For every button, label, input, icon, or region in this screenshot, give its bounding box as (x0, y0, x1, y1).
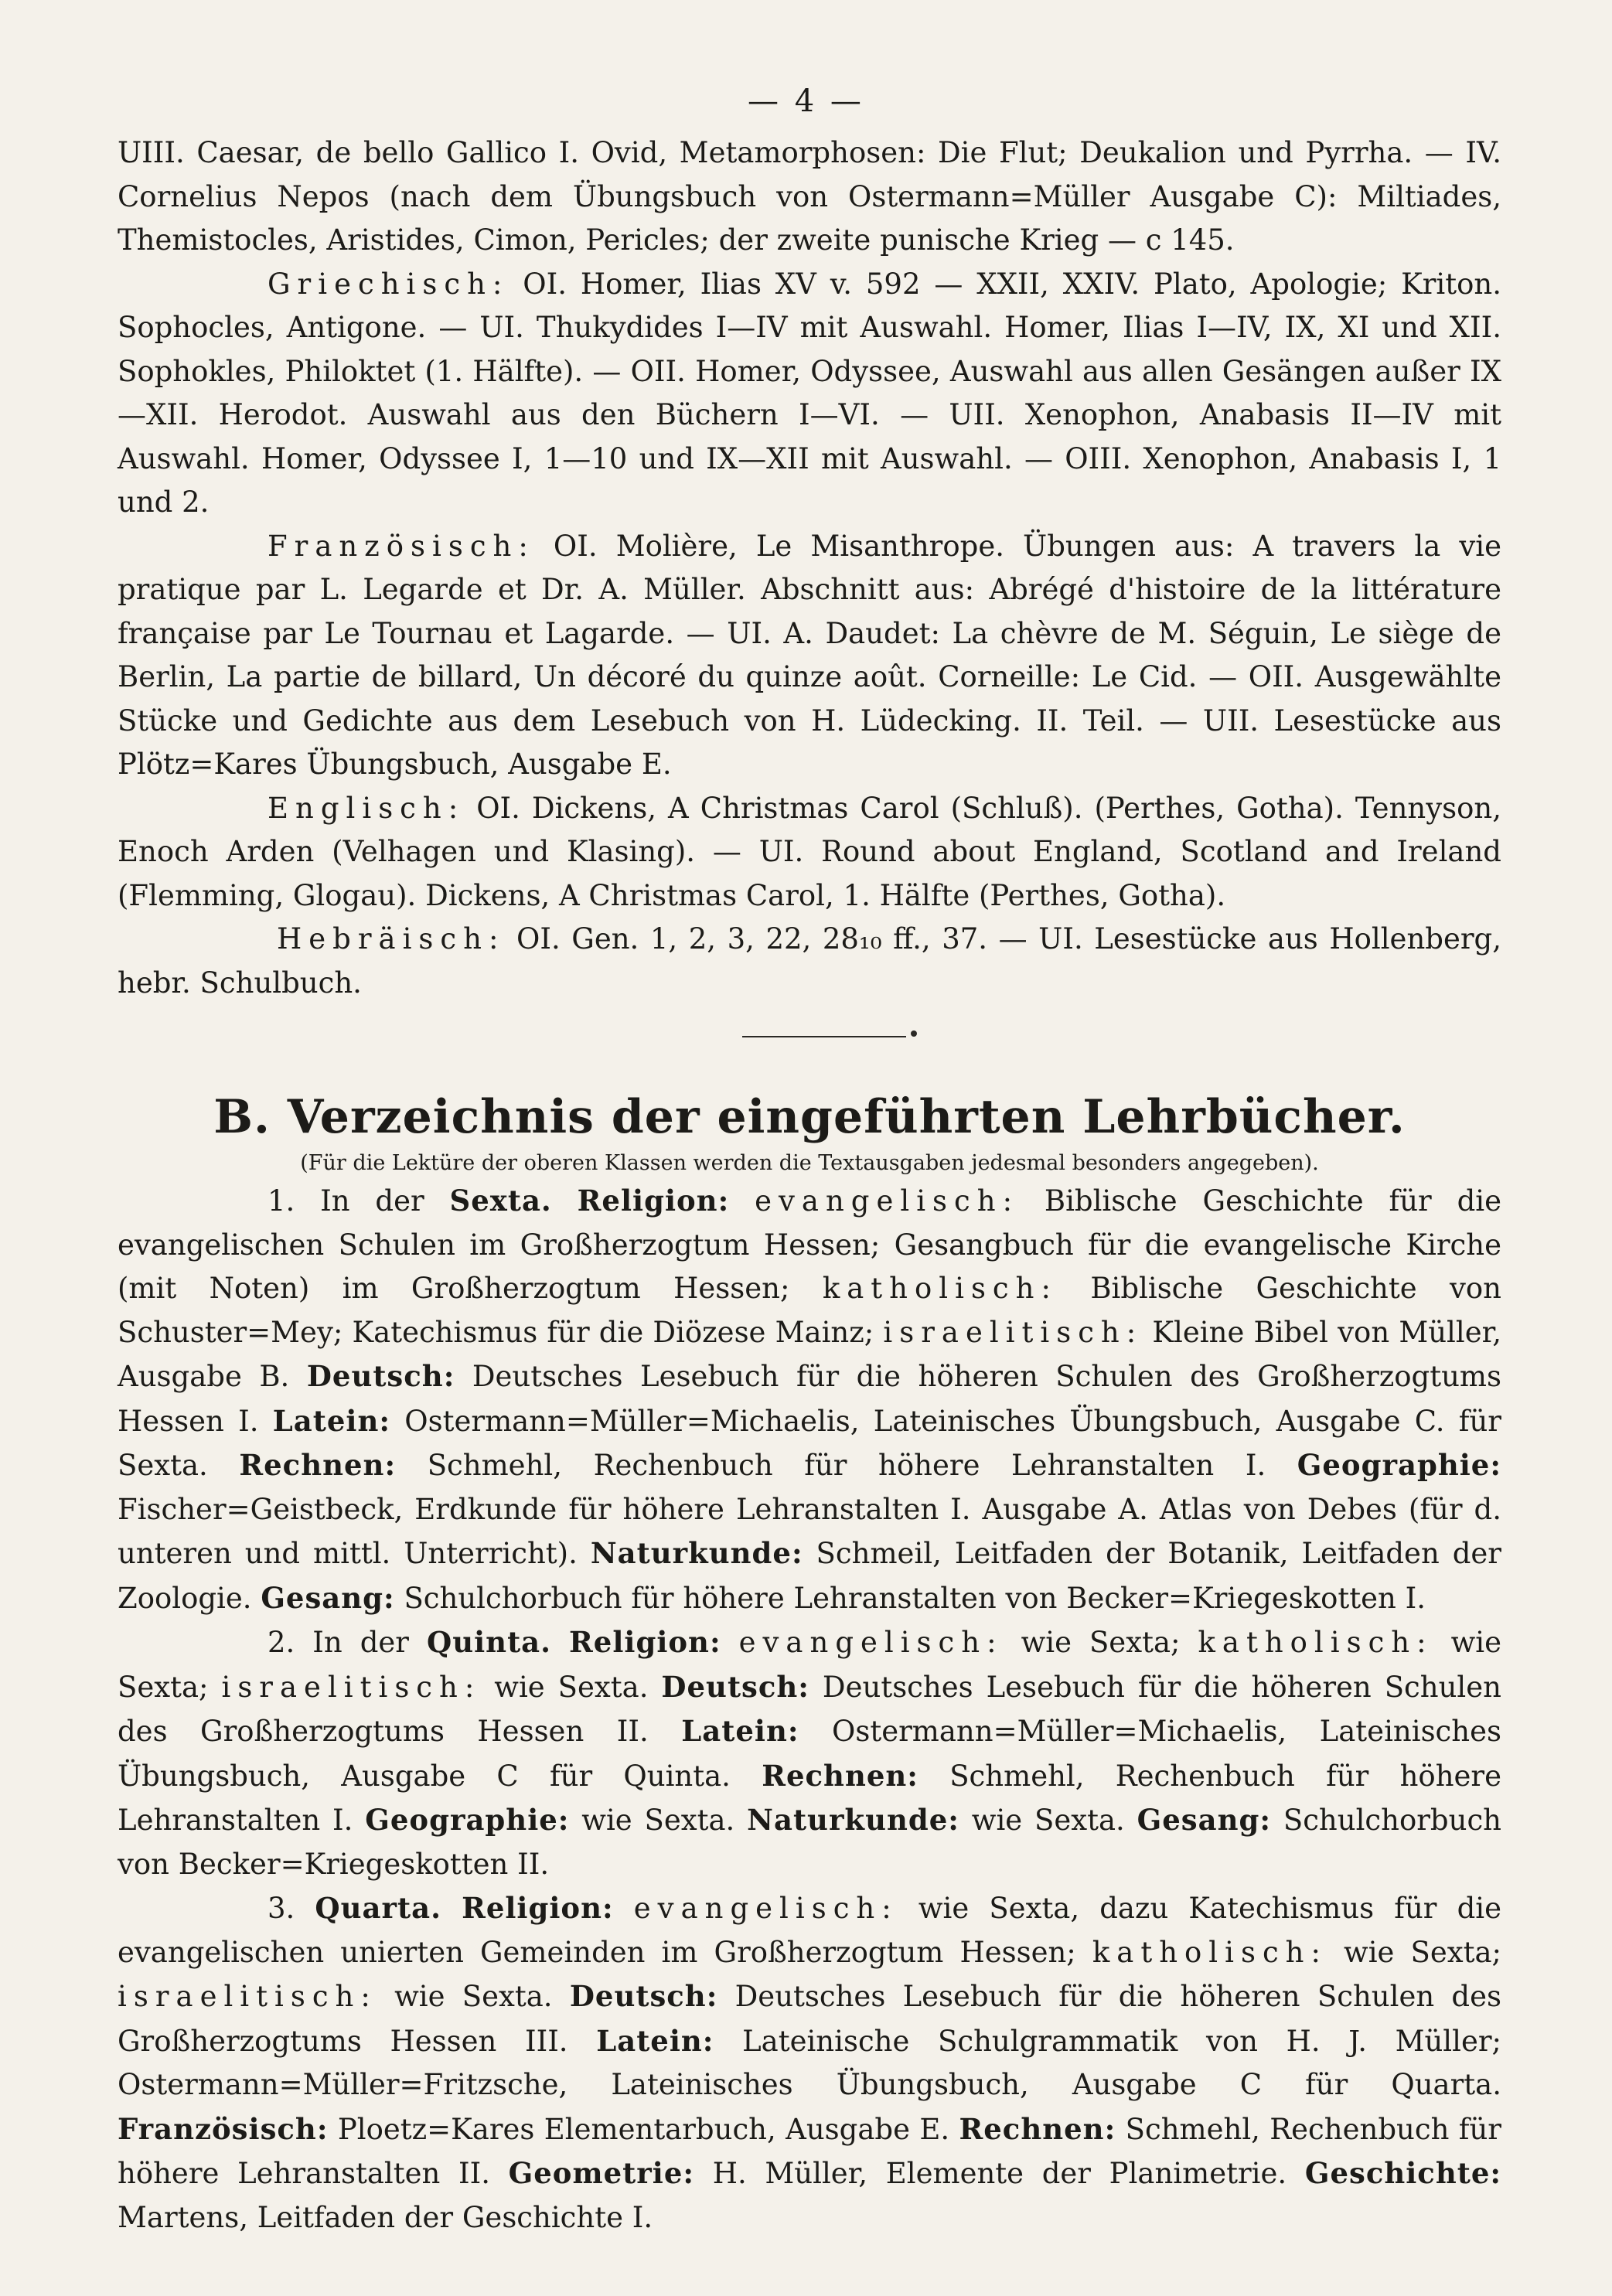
sexta-gesang-label: Gesang: (261, 1580, 395, 1615)
sexta-latein-label: Latein: (272, 1403, 391, 1438)
sexta-isr-text: Kleine Bibel von Müller, Ausgabe B. (118, 1315, 1501, 1393)
sexta-kath-label: katholisch: (822, 1272, 1058, 1305)
quinta-class-name: Quinta. (427, 1625, 552, 1659)
quarta-latein-label: Latein: (596, 2023, 714, 2058)
page-number: — 4 — (748, 83, 864, 119)
lektuere-section (118, 131, 1501, 1005)
quinta-isr-label: israelitisch: (221, 1670, 482, 1704)
section-divider (742, 1036, 906, 1037)
sexta-gesang-text: Schulchorbuch für höhere Lehranstalten von Becker=Kriegeskotten I. (394, 1581, 1426, 1615)
sexta-geographie-label: Geographie: (1297, 1448, 1501, 1482)
quinta-rechnen-label: Rechnen: (762, 1758, 918, 1793)
quinta-ev-label: evangelisch: (738, 1626, 1004, 1659)
greek-label: Griechisch: (268, 267, 510, 301)
quinta-kath-text: wie Sexta; (118, 1626, 1502, 1704)
quinta-geographie-text: wie Sexta. (569, 1804, 735, 1837)
sexta-paragraph (118, 1179, 1501, 1620)
sexta-latein-text: Ostermann=Müller=Michaelis, Lateinisches Übungsbuch, Ausgabe C. für Sexta. (118, 1404, 1501, 1482)
sexta-intro: 1. In der (268, 1184, 450, 1218)
sexta-religion-label: Religion: (577, 1184, 730, 1218)
quinta-rechnen-text: Schmehl, Rechenbuch für höhere Lehranstalten I. (118, 1759, 1502, 1837)
english-text: OI. Dickens, A Christmas Carol (Schluß). (Perthes, Gotha). Tennyson, Enoch Arden (Velhagen und Klasing). — UI. Round about England, Scotland and Ireland (Flemming, Glogau). Dickens, A Christmas Carol, 1. Hälfte (Perthes, Gotha). (118, 791, 1501, 912)
quinta-intro: 2. In der (268, 1626, 427, 1659)
quarta-geometrie-text: H. Müller, Elemente der Planimetrie. (694, 2157, 1287, 2190)
lehrbuecher-subheading: (Für die Lektüre der oberen Klassen werden die Textausgaben jedesmal besonders angegeben). (300, 1151, 1319, 1175)
sexta-kath-text: Biblische Geschichte von Schuster=Mey; Katechismus für die Diözese Mainz; (118, 1272, 1501, 1349)
sexta-rechnen-text: Schmehl, Rechenbuch für höhere Lehranstalten I. (396, 1449, 1266, 1482)
sexta-naturkunde-label: Naturkunde: (590, 1536, 803, 1570)
greek-paragraph (118, 263, 1501, 525)
quarta-isr-text: wie Sexta. (377, 1980, 553, 2013)
sexta-ev-text: Biblische Geschichte für die evangelischen Schulen im Großherzogtum Hessen; Gesangbuch für die evangelische Kirche (mit Noten) im Großherzogtum Hessen; (118, 1184, 1501, 1305)
quinta-naturkunde-text: wie Sexta. (959, 1804, 1125, 1837)
quarta-deutsch-label: Deutsch: (569, 1979, 718, 2013)
sexta-deutsch-text: Deutsches Lesebuch für die höheren Schulen des Großherzogtums Hessen I. (118, 1360, 1502, 1438)
quinta-naturkunde-label: Naturkunde: (747, 1803, 959, 1837)
quarta-franz-label: Französisch: (118, 2111, 329, 2146)
divider-dot (911, 1030, 917, 1037)
quinta-deutsch-label: Deutsch: (661, 1669, 809, 1704)
quarta-rechnen-label: Rechnen: (959, 2111, 1116, 2146)
quarta-franz-text: Ploetz=Kares Elementarbuch, Ausgabe E. (328, 2112, 950, 2146)
quarta-intro: 3. (268, 1892, 315, 1925)
hebrew-label: Hebräisch: (277, 922, 506, 956)
quinta-gesang-text: Schulchorbuch von Becker=Kriegeskotten II. (118, 1804, 1502, 1881)
english-label: Englisch: (268, 791, 465, 825)
quarta-kath-label: katholisch: (1092, 1935, 1327, 1969)
quinta-deutsch-text: Deutsches Lesebuch für die höheren Schulen des Großherzogtums Hessen II. (118, 1670, 1501, 1748)
greek-text: OI. Homer, Ilias XV v. 592 — XXII, XXIV. Plato, Apologie; Kriton. Sophocles, Antigone. — UI. Thukydides I—IV mit Auswahl. Homer, Ilias I—IV, IX, XI und XII. Sophokles, Philoktet (1. Hälfte). — OII. Homer, Odyssee, Auswahl aus allen Gesängen außer IX—XII. Herodot. Auswahl aus den Büchern I—VI. — UII. Xenophon, Anabasis II—IV mit Auswahl. Homer, Odyssee I, 1—10 und IX—XII mit Auswahl. — OIII. Xenophon, Anabasis I, 1 und 2. (118, 267, 1501, 519)
quinta-religion-label: Religion: (569, 1625, 721, 1659)
quarta-rechnen-text: Schmehl, Rechenbuch für höhere Lehranstalten II. (118, 2112, 1501, 2190)
sexta-class-name: Sexta. (449, 1184, 552, 1218)
quarta-geschichte-text: Martens, Leitfaden der Geschichte I. (118, 2200, 653, 2234)
sexta-isr-label: israelitisch: (883, 1315, 1143, 1349)
quinta-gesang-label: Gesang: (1137, 1803, 1272, 1837)
lehrbuecher-section (118, 1086, 1501, 2240)
quarta-geschichte-label: Geschichte: (1304, 2156, 1502, 2190)
english-paragraph (118, 787, 1501, 918)
quinta-latein-label: Latein: (681, 1714, 799, 1748)
quarta-ev-text: wie Sexta, dazu Katechismus für die evangelischen unierten Gemeinden im Großherzogtum Hessen; (118, 1892, 1501, 1969)
sexta-geographie-text: Fischer=Geistbeck, Erdkunde für höhere Lehranstalten I. Ausgabe A. Atlas von Debes (für d. unteren und mittl. Unterricht). (118, 1492, 1501, 1570)
french-text: OI. Molière, Le Misanthrope. Übungen aus: A travers la vie pratique par L. Legarde et Dr. A. Müller. Abschnitt aus: Abrégé d'histoire de la littérature française par Le Tournau et Lagarde. — UI. A. Daudet: La chèvre de M. Séguin, Le siège de Berlin, La partie de billard, Un décoré du quinze août. Corneille: Le Cid. — OII. Ausgewählte Stücke und Gedichte aus dem Lesebuch von H. Lüdecking. II. Teil. — UII. Lesestücke aus Plötz=Kares Übungsbuch, Ausgabe E. (118, 529, 1501, 781)
sexta-deutsch-label: Deutsch: (306, 1359, 455, 1393)
sexta-rechnen-label: Rechnen: (239, 1448, 397, 1482)
quarta-kath-text: wie Sexta; (1327, 1935, 1501, 1969)
hebrew-text: OI. Gen. 1, 2, 3, 22, 28₁₀ ff., 37. — UI. Lesestücke aus Hollenberg, hebr. Schulbuch. (118, 922, 1501, 1000)
hebrew-paragraph (118, 918, 1501, 1005)
french-paragraph (118, 525, 1501, 787)
quinta-paragraph (118, 1620, 1501, 1886)
quarta-geometrie-label: Geometrie: (508, 2156, 695, 2190)
quarta-isr-label: israelitisch: (118, 1980, 377, 2013)
sexta-ev-label: evangelisch: (755, 1184, 1020, 1218)
quinta-isr-text: wie Sexta. (481, 1670, 649, 1704)
quarta-paragraph (118, 1886, 1501, 2240)
french-label: Französisch: (268, 529, 535, 563)
quinta-latein-text: Ostermann=Müller=Michaelis, Lateinisches Übungsbuch, Ausgabe C für Quinta. (118, 1715, 1501, 1793)
sexta-naturkunde-text: Schmeil, Leitfaden der Botanik, Leitfaden der Zoologie. (118, 1537, 1501, 1615)
quarta-religion-label: Religion: (462, 1891, 614, 1925)
latin-paragraph: UIII. Caesar, de bello Gallico I. Ovid, Metamorphosen: Die Flut; Deukalion und Pyrrha. — IV. Cornelius Nepos (nach dem Übungsbuch von Ostermann=Müller Ausgabe C): Miltiades, Themistocles, Aristides, Cimon, Pericles; der zweite punische Krieg — c 145. (118, 136, 1501, 257)
quarta-ev-label: evangelisch: (633, 1892, 898, 1925)
lehrbuecher-heading: B. Verzeichnis der eingeführten Lehrbücher. (213, 1090, 1406, 1144)
quinta-kath-label: katholisch: (1198, 1626, 1433, 1659)
quinta-ev-text: wie Sexta; (1003, 1626, 1181, 1659)
quinta-geographie-label: Geographie: (365, 1803, 570, 1837)
quarta-deutsch-text: Deutsches Lesebuch für die höheren Schulen des Großherzogtums Hessen III. (118, 1980, 1501, 2058)
quarta-class-name: Quarta. (315, 1891, 441, 1925)
quarta-latein-text: Lateinische Schulgrammatik von H. J. Müller; Ostermann=Müller=Fritzsche, Lateinisches Übungsbuch, Ausgabe C für Quarta. (118, 2024, 1501, 2101)
